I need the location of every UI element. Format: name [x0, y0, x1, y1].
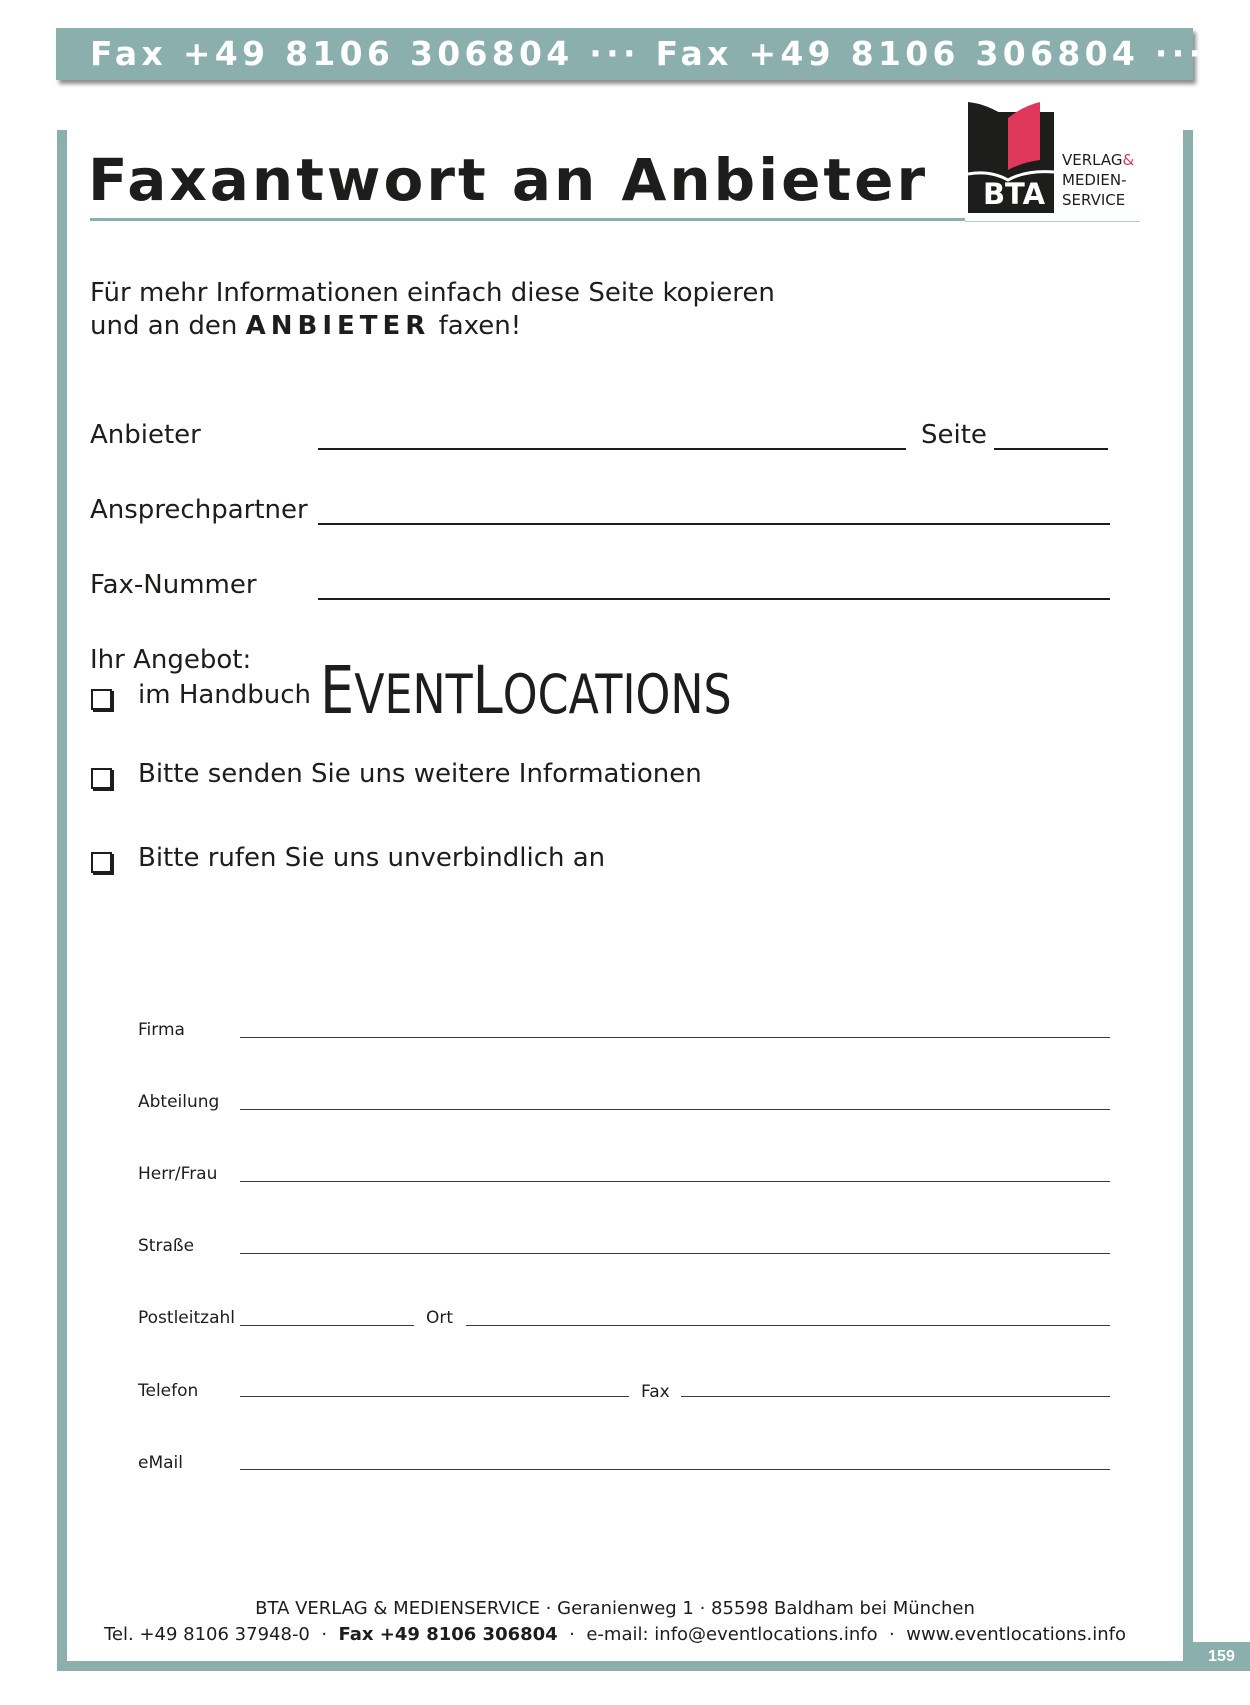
ort-label: Ort [426, 1308, 454, 1328]
seite-input-line[interactable] [994, 447, 1108, 450]
option-handbuch-label: im Handbuch [138, 680, 312, 710]
frame-bottom-border [57, 1661, 1193, 1671]
title-underline-light [965, 221, 1140, 222]
page-title: Faxantwort an Anbieter [88, 146, 929, 214]
footer-website-link[interactable]: www.eventlocations.info [906, 1624, 1127, 1645]
footer-contact: Tel. +49 8106 37948-0 · Fax +49 8106 306804 · e-mail: info@eventlocations.info · www.eventlocations.info [103, 1624, 1127, 1645]
herr-frau-input-line[interactable] [240, 1181, 1110, 1182]
checkbox-call-back[interactable] [91, 852, 112, 873]
plz-input-line[interactable] [240, 1325, 414, 1326]
intro-line-2: und an den ANBIETER faxen! [90, 311, 522, 341]
plz-label: Postleitzahl [138, 1308, 235, 1328]
anbieter-emphasis: ANBIETER [245, 311, 431, 341]
offer-heading: Ihr Angebot: [90, 645, 252, 675]
footer-email-link[interactable]: e-mail: info@eventlocations.info [586, 1624, 878, 1645]
fax-label: Fax [641, 1382, 670, 1402]
fax-banner [56, 28, 1206, 80]
telefon-input-line[interactable] [240, 1396, 629, 1397]
checkbox-handbuch[interactable] [91, 689, 112, 710]
email-label: eMail [138, 1453, 183, 1473]
anbieter-label: Anbieter [90, 420, 201, 450]
logo-wordmark: VERLAG& MEDIEN- SERVICE [1062, 151, 1135, 209]
herr-frau-label: Herr/Frau [138, 1164, 218, 1184]
fax-nummer-input-line[interactable] [318, 597, 1110, 600]
footer-address: BTA VERLAG & MEDIENSERVICE · Geranienweg 1 · 85598 Baldham bei München [255, 1598, 975, 1619]
page-number-badge: 159 [1193, 1642, 1250, 1671]
bta-logo-icon [968, 100, 1060, 213]
abteilung-input-line[interactable] [240, 1109, 1110, 1110]
email-input-line[interactable] [240, 1469, 1110, 1470]
strasse-label: Straße [138, 1236, 195, 1256]
option-call-back-label: Bitte rufen Sie uns unverbindlich an [138, 843, 606, 873]
strasse-input-line[interactable] [240, 1253, 1110, 1254]
fax-banner-text: Fax +49 8106 306804 ··· Fax +49 8106 306804 ··· [90, 34, 1206, 73]
footer-tel: Tel. +49 8106 37948-0 [103, 1624, 310, 1645]
telefon-label: Telefon [138, 1381, 199, 1401]
checkbox-send-info[interactable] [91, 768, 112, 789]
fax-nummer-label: Fax-Nummer [90, 570, 257, 600]
title-underline [90, 218, 965, 221]
seite-label: Seite [921, 420, 987, 450]
ansprechpartner-label: Ansprechpartner [90, 495, 308, 525]
eventlocations-brand: EVENTLOCATIONS [320, 652, 732, 729]
frame-left-border [57, 130, 67, 1670]
footer-fax: Fax +49 8106 306804 [338, 1624, 558, 1645]
ort-input-line[interactable] [466, 1325, 1110, 1326]
firma-input-line[interactable] [240, 1037, 1110, 1038]
firma-label: Firma [138, 1020, 185, 1040]
abteilung-label: Abteilung [138, 1092, 220, 1112]
ansprechpartner-input-line[interactable] [318, 522, 1110, 525]
intro-line-1: Für mehr Informationen einfach diese Seite kopieren [90, 278, 775, 308]
frame-right-border [1183, 130, 1193, 1670]
anbieter-input-line[interactable] [318, 447, 906, 450]
option-send-info-label: Bitte senden Sie uns weitere Informationen [138, 759, 702, 789]
svg-text:BTA: BTA [982, 177, 1046, 211]
fax-input-line[interactable] [681, 1396, 1110, 1397]
